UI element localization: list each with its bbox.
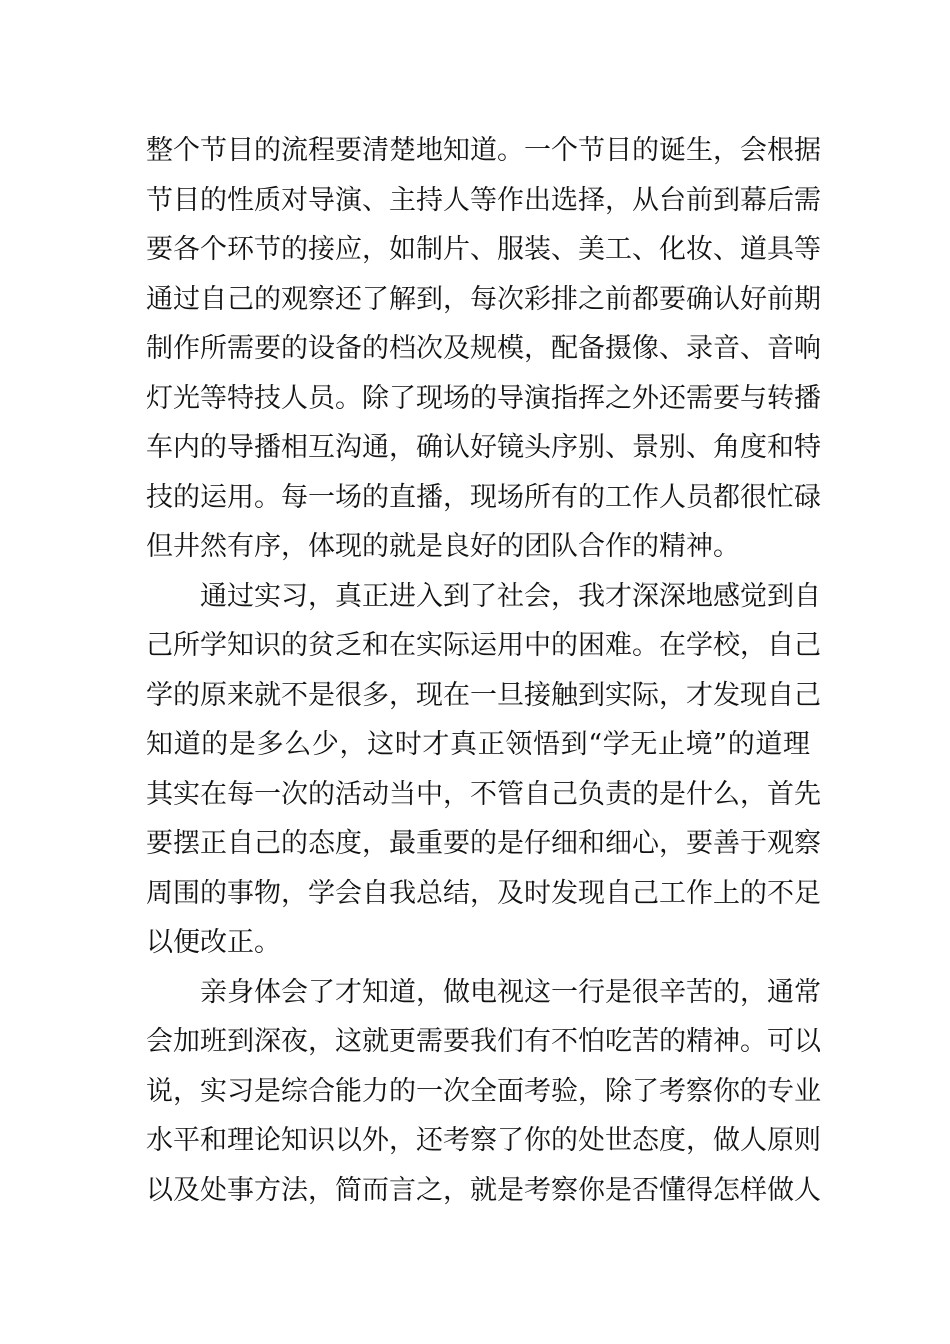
text-line: 其实在每一次的活动当中，不管自己负责的是什么，首先 [146,778,821,810]
text-line: 周围的事物，学会自我总结，及时发现自己工作上的不足 [146,877,821,909]
text-line: 会加班到深夜，这就更需要我们有不怕吃苦的精神。可以 [146,1026,821,1057]
text-line: 整个节目的流程要清楚地知道。一个节目的诞生，会根据 [146,135,821,166]
text-line: 要各个环节的接应，如制片、服装、美工、化妆、道具等 [146,234,821,265]
text-line: 以及处事方法，简而言之，就是考察你是否懂得怎样做人 [146,1174,821,1206]
paragraph-3 [146,968,821,1216]
text-line: 学的原来就不是很多，现在一旦接触到实际，才发现自己 [146,679,821,711]
text-line: 通过实习，真正进入到了社会，我才深深地感觉到自 [200,580,821,612]
text-line: 知道的是多么少，这时才真正领悟到“学无止境”的道理 [146,729,810,760]
text-line: 水平和理论知识以外，还考察了你的处世态度，做人原则 [146,1125,821,1156]
paragraph-1 [146,126,821,572]
text-line: 但井然有序，体现的就是良好的团队合作的精神。 [146,531,740,562]
body-text [146,126,821,1215]
text-line: 要摆正自己的态度，最重要的是仔细和细心，要善于观察 [146,828,821,859]
text-line: 己所学知识的贫乏和在实际运用中的困难。在学校，自己 [146,630,821,661]
text-line: 灯光等特技人员。除了现场的导演指挥之外还需要与转播 [146,382,821,414]
text-line: 以便改正。 [146,927,281,958]
text-line: 亲身体会了才知道，做电视这一行是很辛苦的，通常 [200,976,821,1008]
text-line: 节目的性质对导演、主持人等作出选择，从台前到幕后需 [146,184,821,216]
text-line: 技的运用。每一场的直播，现场所有的工作人员都很忙碌 [146,481,821,513]
text-line: 通过自己的观察还了解到，每次彩排之前都要确认好前期 [146,283,821,315]
text-line: 说，实习是综合能力的一次全面考验，除了考察你的专业 [146,1075,821,1107]
paragraph-2 [146,572,821,968]
text-line: 车内的导播相互沟通，确认好镜头序别、景别、角度和特 [146,432,821,463]
text-line: 制作所需要的设备的档次及规模，配备摄像、录音、音响 [146,333,821,364]
